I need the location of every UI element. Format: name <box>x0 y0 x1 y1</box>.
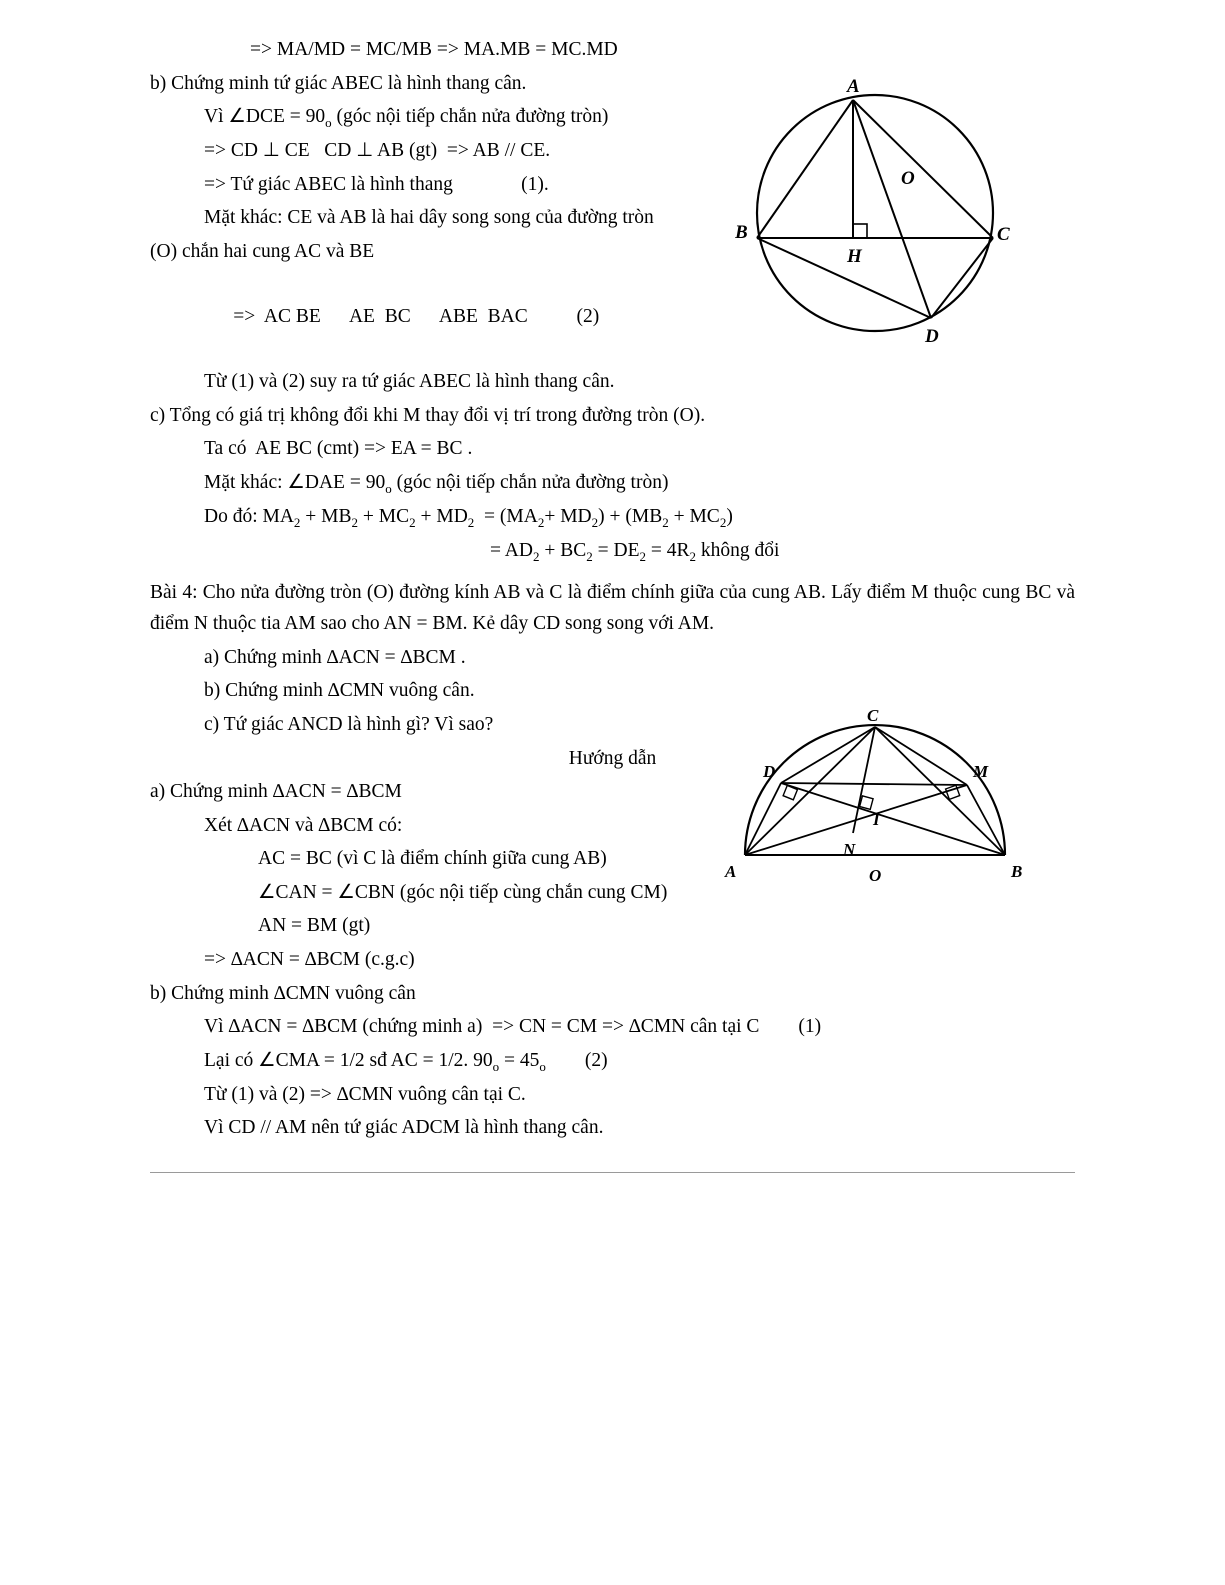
text-line: Do đó: $MA_2 + MB_2 + MC_2 + MD_2 = (MA_2+ MD_2) + (MB_2 + MC_2)$ <box>204 505 733 530</box>
svg-text:N: N <box>843 840 856 859</box>
arc-expression: => AC BE AE BC ABE BAC (2) <box>233 305 600 327</box>
text-line: Xét ∆ACN và ∆BCM có: <box>204 814 403 836</box>
text-line: Vì CD // AM nên tứ giác ADCM là hình thang cân. <box>204 1117 604 1139</box>
document-body <box>150 34 1080 1144</box>
text-line: => Tứ giác ABEC là hình thang (1). <box>204 173 549 195</box>
text-paragraph: Bài 4: Cho nửa đường tròn (O) đường kính AB và C là điểm chính giữa của cung AB. Lấy điểm M thuộc cung BC và điểm N thuộc tia AM sao cho AN = BM. Kẻ dây CD song song với AM. <box>150 581 1080 635</box>
text-line: Từ (1) và (2) => ∆CMN vuông cân tại C. <box>204 1083 526 1105</box>
text-line: AC = BC (vì C là điểm chính giữa cung AB) <box>258 848 607 870</box>
svg-text:I: I <box>873 810 880 829</box>
svg-text:O: O <box>901 168 915 189</box>
text-line: ∠CAN = ∠CBN (góc nội tiếp cùng chắn cung CM) <box>258 881 668 903</box>
text-line: a) Chứng minh ∆ACN = ∆BCM . <box>204 646 466 668</box>
svg-text:A: A <box>847 78 860 97</box>
text-line-arcs <box>204 269 764 364</box>
section-heading: Hướng dẫn <box>568 747 657 769</box>
svg-text:M: M <box>973 762 989 781</box>
svg-text:A: A <box>725 862 737 881</box>
text-line: b) Chứng minh ∆CMN vuông cân <box>150 982 416 1004</box>
svg-text:B: B <box>735 222 748 243</box>
svg-text:D: D <box>925 326 939 347</box>
svg-text:O: O <box>869 866 882 885</box>
text-line: => CD ⊥ CE CD ⊥ AB (gt) => AB // CE. <box>204 140 551 162</box>
svg-text:B: B <box>1011 862 1023 881</box>
svg-text:C: C <box>997 224 1010 245</box>
text-line: c) Tổng có giá trị không đổi khi M thay đổi vị trí trong đường tròn (O). <box>150 404 706 426</box>
text-line: Ta có AE BC (cmt) => EA = BC . <box>204 438 473 460</box>
text-line: Từ (1) và (2) suy ra tứ giác ABEC là hình thang cân. <box>204 371 615 393</box>
text-line: c) Tứ giác ANCD là hình gì? Vì sao? <box>204 714 494 735</box>
svg-text:C: C <box>867 706 879 725</box>
svg-text:H: H <box>847 246 862 267</box>
text-line: (O) chắn hai cung AC và BE <box>150 240 375 262</box>
text-line: => MA/MD = MC/MB => MA.MB = MC.MD <box>250 39 618 60</box>
text-line: AN = BM (gt) <box>258 915 371 937</box>
text-line: => ∆ACN = ∆BCM (c.g.c) <box>204 949 415 971</box>
text-line: = $AD_2 + BC_2 = DE_2 = 4R_2$ không đổi <box>490 539 780 564</box>
text-line: b) Chứng minh ∆CMN vuông cân. <box>204 680 475 702</box>
svg-text:D: D <box>763 762 776 781</box>
text-line: Vì ∠DCE = $90_o$ (góc nội tiếp chắn nửa đường tròn) <box>204 106 609 131</box>
text-line: Mặt khác: ∠DAE = $90_o$ (góc nội tiếp chắn nửa đường tròn) <box>204 471 669 496</box>
text-line: b) Chứng minh tứ giác ABEC là hình thang cân. <box>150 72 527 94</box>
text-line: Lại có ∠CMA = 1/2 sđ AC = 1/2. $90_o = 45_o$ (2) <box>204 1049 608 1074</box>
text-line: Mặt khác: CE và AB là hai dây song song của đường tròn <box>204 207 654 229</box>
text-line: Vì ∆ACN = ∆BCM (chứng minh a) => CN = CM => ∆CMN cân tại C (1) <box>204 1016 822 1038</box>
footer-divider <box>150 1172 1075 1173</box>
text-line: a) Chứng minh ∆ACN = ∆BCM <box>150 781 402 803</box>
